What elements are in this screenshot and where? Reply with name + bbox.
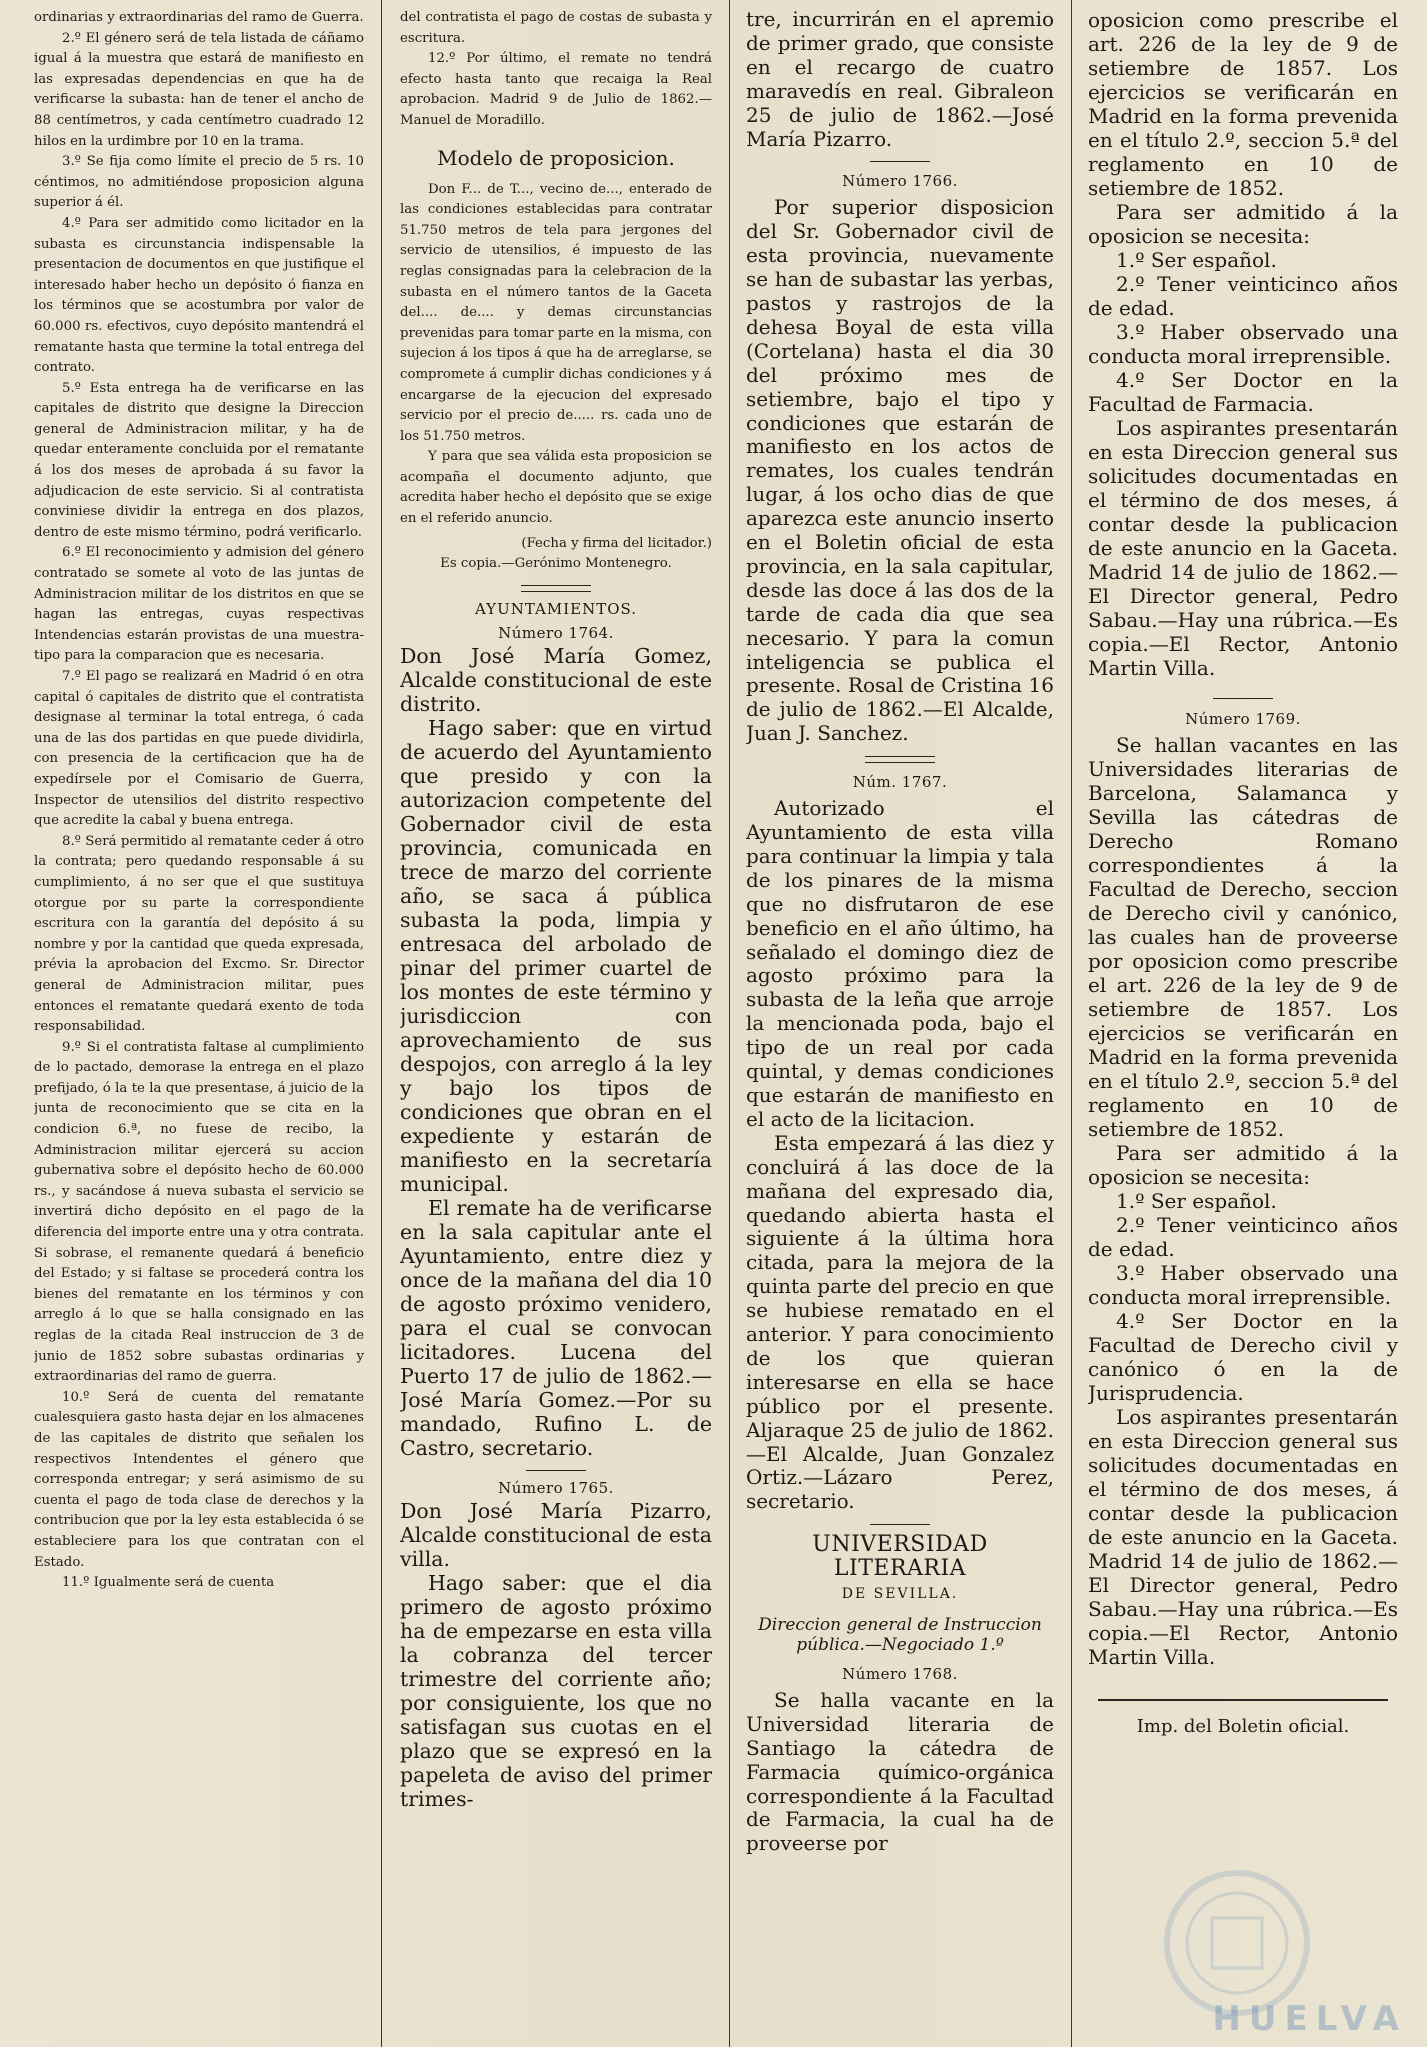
column-divider — [729, 0, 730, 2047]
closing-rule — [1098, 1699, 1388, 1701]
condition-10: 10.º Será de cuenta del rematante cualesquiera gasto hasta dejar en los almacenes de las capitales de distrito que señalen los respectivos Intendentes el género que corresponda entregar; y será asimismo de su cuenta el pago de toda clase de derechos y la contribucion que por la ley esta establecida ó se estableciere para los que contratan con el Estado. — [34, 1389, 364, 1570]
condition-8: 8.º Será permitido al rematante ceder á otro la contrata; pero quedando responsable á su cumplimiento, á no ser que el que sustituya otorgue por su parte la correspondiente escritura con la garantía del depósito á su nombre y por la cantidad que queda expresada, prévia la aprobacion del Excmo. Sr. Director general de Administracion militar, pues entonces el rematante quedará exento de toda responsabilidad. — [34, 833, 364, 1035]
notice-closing: Los aspirantes presentarán en esta Direccion general sus solicitudes documentadas en el término de dos meses, á contar desde la publicacion de este anuncio en la Gaceta. Madrid 14 de julio de 1862.—El Director general, Pedro Sabau.—Hay una rúbrica.—Es copia.—El Rector, Antonio Martin Villa. — [1088, 1405, 1398, 1669]
notice-paragraph: Hago saber: que el dia primero de agosto próximo ha de empezarse en esta villa la cobranza del tercer trimestre del corriente año; por consiguiente, los que no satisfagan sus cuotas en el plazo que se expresó en la papeleta de aviso del primer trimes- — [400, 1570, 712, 1811]
notice-closing: Los aspirantes presentarán en esta Direccion general sus solicitudes documentadas en el término de dos meses, á contar desde la publicacion de este anuncio en la Gaceta. Madrid 14 de julio de 1862.—El Director general, Pedro Sabau.—Hay una rúbrica.—Es copia.—El Rector, Antonio Martin Villa. — [1088, 416, 1398, 680]
notice-paragraph: Se hallan vacantes en las Universidades literarias de Barcelona, Salamanca y Sevilla las cátedras de Derecho Romano correspondientes á la Facultad de Derecho, seccion de Derecho civil y canónico, las cuales han de proveerse por oposicion como prescribe el art. 226 de la ley de 9 de setiembre de 1857. Los ejercicios se verificarán en Madrid en la forma prevenida en el título 2.º, seccion 5.ª del reglamento en 10 de setiembre de 1852. — [1088, 733, 1398, 1141]
condition-2: 2.º El género será de tela listada de cáñamo igual á la muestra que estará de manifiesto en las expresadas dependencias en que ha de verificarse la subasta: han de tener el ancho de 88 centímetros, y cada centímetro cuadrado 12 hilos en la urdimbre por 10 en la trama. — [34, 30, 364, 149]
condition-4: 4.º Para ser admitido como licitador en la subasta es circunstancia indispensable la presentacion de documentos en que justifique el interesado haber hecho un depósito ó fianza en los términos que se acostumbra por valor de 60.000 rs. efectivos, cuyo depósito mantendrá el rematante hasta que termine la total entrega del contrato. — [34, 215, 364, 376]
notice-paragraph: Don José María Pizarro, Alcalde constitucional de esta villa. — [400, 1498, 712, 1571]
column-3 — [746, 8, 1054, 2039]
condition-6: 6.º El reconocimiento y admision del género contratado se somete al voto de las juntas de Administracion militar de los distritos en que se hagan las entregas, cuyas respectivas Intendencias estarán provistas de una muestra-tipo para la comparacion que es necesaria. — [34, 545, 364, 664]
column-1 — [34, 8, 364, 2039]
requirement: 1.º Ser español. — [1116, 1189, 1277, 1213]
notice-paragraph: Por superior disposicion del Sr. Gobernador civil de esta provincia, nuevamente se han de subastar las yerbas, pastos y rastrojos de la dehesa Boyal de esta villa (Cortelana) hasta el dia 30 del próximo mes de setiembre, bajo el tipo y condiciones que estarán de manifiesto en los actos de remates, los cuales tendrán lugar, á los ocho dias de que aparezca este anuncio inserto en el Boletin oficial de esta provincia, en la sala capitular, desde las doce á las dos de la tarde de cada dia que sea necesario. Y para la comun inteligencia se publica el presente. Rosal de Cristina 16 de julio de 1862.—El Alcalde, Juan J. Sanchez. — [746, 195, 1054, 746]
watermark-text: HUELVA — [1212, 1999, 1407, 2039]
condition-11: 11.º Igualmente será de cuenta — [62, 1575, 275, 1591]
notice-number: Número 1769. — [1185, 710, 1301, 728]
column-2 — [400, 8, 712, 2039]
requirement: 1.º Ser español. — [1116, 248, 1277, 272]
model-paragraph: Y para que sea válida esta proposicion se acompaña el documento adjunto, que acredita haber hecho el depósito que se exige en el referido anuncio. — [400, 449, 712, 527]
paragraph: del contratista el pago de costas de subasta y escritura. — [400, 10, 712, 46]
column-4 — [1088, 8, 1398, 2039]
notice-paragraph: Se halla vacante en la Universidad literaria de Santiago la cátedra de Farmacia químico-orgánica correspondiente á la Facultad de Farmacia, la cual ha de proveerse por — [746, 1687, 1054, 1856]
requirement: 4.º Ser Doctor en la Facultad de Derecho civil y canónico ó en la de Jurisprudencia. — [1088, 1309, 1398, 1405]
section-separator — [865, 756, 935, 763]
notice-number: Número 1766. — [842, 172, 958, 191]
requirement: 2.º Tener veinticinco años de edad. — [1088, 1213, 1398, 1261]
section-separator — [870, 161, 930, 162]
requirements-intro: Para ser admitido á la oposicion se necesita: — [1088, 1141, 1398, 1189]
paragraph: ordinarias y extraordinarias del ramo de Guerra. — [34, 10, 364, 25]
imprint: Imp. del Boletin oficial. — [1136, 1716, 1350, 1737]
notice-paragraph: Hago saber: que en virtud de acuerdo del Ayuntamiento que presido y con la autorizacion competente del Gobernador civil de esta provincia, comunicada en trece de marzo del corriente año, se saca á pública subasta la poda, limpia y entresaca del arbolado de pinar del primer cuartel de los montes de este término y jurisdiccion con aprovechamiento de sus despojos, con arreglo á la ley y bajo los tipos de condiciones que obran en el expediente y estarán de manifiesto en la secretaría municipal. — [400, 715, 712, 1196]
column-divider — [1071, 0, 1072, 2047]
section-separator — [521, 585, 591, 592]
section-header: AYUNTAMIENTOS. — [474, 599, 638, 618]
notice-paragraph: Autorizado el Ayuntamiento de esta villa para continuar la limpia y tala de los pinares de la misma que no disfrutaron de ese beneficio en el año último, ha señalado el domingo diez de agosto próximo para la subasta de la leña que arroje la mencionada poda, bajo el tipo de un real por cada quintal, y demas condiciones que estarán de manifiesto en el acto de la licitacion. — [746, 796, 1054, 1131]
university-subtitle: DE SEVILLA. — [841, 1586, 959, 1603]
notice-number: Núm. 1767. — [852, 773, 948, 792]
notice-number: Número 1764. — [498, 623, 614, 642]
notice-paragraph: tre, incurrirán en el apremio de primer grado, que consiste en el recargo de cuatro maravedís en real. Gibraleon 25 de julio de 1862.—José María Pizarro. — [746, 8, 1054, 151]
notice-paragraph: El remate ha de verificarse en la sala capitular ante el Ayuntamiento, entre diez y once de la mañana del dia 10 de agosto próximo venidero, para el cual se convocan licitadores. Lucena del Puerto 17 de julio de 1862.—José María Gomez.—Por su mandado, Rufino L. de Castro, secretario. — [400, 1195, 712, 1460]
column-divider — [381, 0, 382, 2047]
model-paragraph: Don F... de T..., vecino de..., enterado de las condiciones establecidas para contratar 51.750 metros de tela para jergones del servicio de utensilios, é impuesto de las reglas consignadas para la celebracion de la subasta en el número tantos de la Gaceta del.... de.... y demas circunstancias prevenidas para tomar parte en la misma, con sujecion á los tipos á que ha de arreglarse, se compromete á cumplir dichas condiciones y á encargarse de la ejecucion del expresado servicio por el precio de..... rs. cada uno de los 51.750 metros. — [400, 181, 712, 444]
section-separator — [526, 1470, 586, 1471]
model-title: Modelo de proposicion. — [437, 145, 675, 170]
condition-3: 3.º Se fija como límite el precio de 5 rs. 10 céntimos, no admitiéndose proposicion alguna superior á él. — [34, 154, 364, 211]
signature-line: (Fecha y firma del licitador.) — [521, 535, 712, 551]
section-separator — [1213, 698, 1273, 699]
requirements-intro: Para ser admitido á la oposicion se necesita: — [1088, 200, 1398, 248]
requirement: 4.º Ser Doctor en la Facultad de Farmacia. — [1088, 368, 1398, 416]
university-title: UNIVERSIDAD LITERARIA — [812, 1532, 988, 1582]
notice-number: Número 1765. — [498, 1478, 614, 1497]
section-separator — [870, 1524, 930, 1525]
condition-9: 9.º Si el contratista faltase al cumplimiento de lo pactado, demorase la entrega en el plazo prefijado, ó la te la que presentase, á juicio de la junta de reconocimiento que se cita en la condicion 6.ª, no fuese de recibo, la Administracion militar ejercerá su accion gubernativa sobre el depósito hecho de 60.000 rs., y sacándose á nueva subasta el servicio se invertirá dicho depósito en el pago de la diferencia del importe entre una y otra contrata. Si sobrase, el remanente quedará á beneficio del Estado; y si faltase se procederá contra los bienes del rematante en los términos y con arreglo á lo que se halla consignado en las reglas de la citada Real instruccion de 3 de junio de 1852 sobre subastas ordinarias y extraordinarias del ramo de guerra. — [34, 1039, 364, 1385]
requirement: 3.º Haber observado una conducta moral irreprensible. — [1088, 1261, 1398, 1309]
condition-7: 7.º El pago se realizará en Madrid ó en otra capital ó capitales de distrito que el contratista designase al terminar la total entrega, ó cada una de las dos partidas en que puede dividirla, con presencia de la certificacion que ha de expedírsele por el Comisario de Guerra, Inspector de utensilios del distrito respectivo que acredite la cabal y buena entrega. — [34, 669, 364, 829]
direction-heading: Direccion general de Instruccion pública.—Negociado 1.º — [758, 1615, 1042, 1655]
requirement: 3.º Haber observado una conducta moral irreprensible. — [1088, 320, 1398, 368]
copy-line: Es copia.—Gerónimo Montenegro. — [440, 556, 672, 572]
condition-5: 5.º Esta entrega ha de verificarse en las capitales de distrito que designe la Direccion general de Administracion militar, y ha de quedar enteramente concluida por el rematante á los dos meses de aprobada á su favor la adjudicacion de este servicio. Si al contratista conviniese dividir la entrega en dos plazos, dentro de este mismo término, podrá verificarlo. — [34, 380, 364, 540]
notice-paragraph: oposicion como prescribe el art. 226 de la ley de 9 de setiembre de 1857. Los ejercicios se verificarán en Madrid en la forma prevenida en el título 2.º, seccion 5.ª del reglamento en 10 de setiembre de 1852. — [1088, 8, 1398, 200]
requirement: 2.º Tener veinticinco años de edad. — [1088, 272, 1398, 320]
condition-12: 12.º Por último, el remate no tendrá efecto hasta tanto que recaiga la Real aprobacion. Madrid 9 de Julio de 1862.—Manuel de Moradillo. — [400, 51, 712, 128]
notice-paragraph: Esta empezará á las diez y concluirá á las doce de la mañana del expresado dia, quedando abierta hasta el siguiente á la última hora citada, para la mejora de la quinta parte del precio en que se hubiese rematado en el anterior. Y para conocimiento de los que quieran interesarse en ella se hace público por el presente. Aljaraque 25 de julio de 1862.—El Alcalde, Juan Gonzalez Ortiz.—Lázaro Perez, secretario. — [746, 1130, 1054, 1514]
notice-paragraph: Don José María Gomez, Alcalde constitucional de este distrito. — [400, 643, 712, 716]
notice-number: Número 1768. — [842, 1665, 958, 1683]
